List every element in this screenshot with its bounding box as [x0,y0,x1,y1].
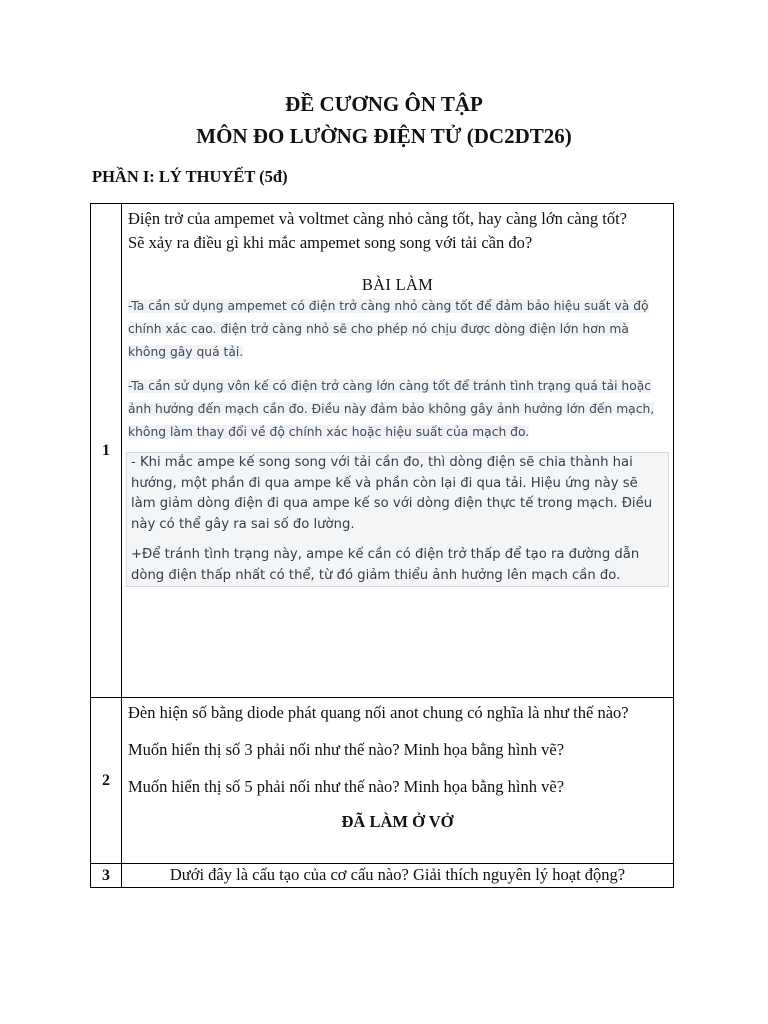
document-title: ĐỀ CƯƠNG ÔN TẬP [285,92,483,116]
question-cell [122,864,674,888]
question-line: Sẽ xảy ra điều gì khi mắc ampemet song song với tải cần đo? [128,233,533,252]
question-line: Muốn hiển thị số 5 phải nối như thế nào? Minh họa bằng hình vẽ? [128,777,565,796]
question-line: Muốn hiển thị số 3 phải nối như thế nào? Minh họa bằng hình vẽ? [128,740,565,759]
questions-table [90,203,674,888]
table-row [91,698,674,864]
answer-quote-box [126,452,669,587]
question-text: Dưới đây là cấu tạo của cơ cấu nào? Giải thích nguyên lý hoạt động? [169,865,626,884]
answer-note: ĐÃ LÀM Ở VỞ [341,812,454,831]
answer-paragraph: - Khi mắc ampe kế song song với tải cần đo, thì dòng điện sẽ chia thành hai hướng, một phần đi qua ampe kế và phần còn lại đi qua tải. Hiệu ứng này sẽ làm giảm dòng điện đi qua ampe kế so với dòng điện thực tế trong mạch. Điều này có thể gây ra sai số đo lường. [131,455,653,532]
question-line: Điện trở của ampemet và voltmet càng nhỏ càng tốt, hay càng lớn càng tốt? [128,209,627,228]
section-heading: PHẦN I: LÝ THUYẾT (5đ) [92,167,288,186]
table-row [91,864,674,888]
answer-paragraph: -Ta cần sử dụng vôn kế có điện trở càng lớn càng tốt để tránh tình trạng quá tải hoặc ảnh hưởng đến mạch cần đo. Điều này đảm bảo không gây ảnh hưởng lớn đến mạch, không làm thay đổi về độ chính xác hoặc hiệu suất của mạch đo. [128,379,655,439]
question-cell [122,204,674,698]
table-row [91,204,674,698]
question-line: Đèn hiện số bằng diode phát quang nối anot chung có nghĩa là như thế nào? [128,703,629,722]
question-number: 2 [91,698,122,864]
answer-block [122,295,673,444]
question-text [122,204,673,255]
answer-heading: BÀI LÀM [361,275,434,294]
answer-paragraph: +Để tránh tình trạng này, ampe kế cần có điện trở thấp để tạo ra đường dẫn dòng điện thấp nhất có thể, từ đó giảm thiểu ảnh hưởng lên mạch cần đo. [131,547,640,583]
answer-paragraph: -Ta cần sử dụng ampemet có điện trở càng nhỏ càng tốt để đảm bảo hiệu suất và độ chính xác cao. điện trở càng nhỏ sẽ cho phép nó chịu được dòng điện lớn hơn mà không gây quá tải. [128,299,649,359]
question-text [122,698,673,799]
question-cell [122,698,674,864]
document-subtitle: MÔN ĐO LƯỜNG ĐIỆN TỬ (DC2DT26) [196,124,572,148]
question-number: 3 [91,864,122,888]
question-number: 1 [91,204,122,698]
